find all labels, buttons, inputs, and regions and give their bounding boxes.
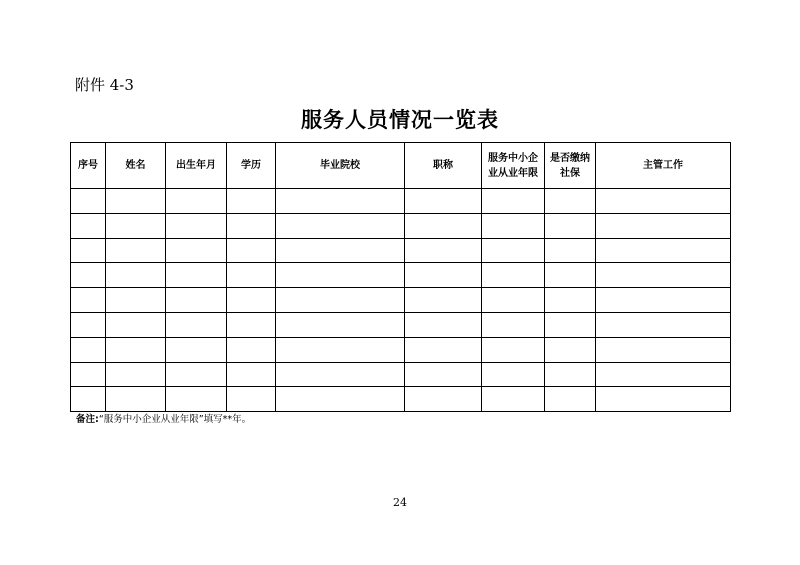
table-cell[interactable] bbox=[106, 189, 166, 214]
table-cell[interactable] bbox=[106, 387, 166, 412]
table-cell[interactable] bbox=[166, 337, 227, 362]
table-cell[interactable] bbox=[545, 312, 596, 337]
table-cell[interactable] bbox=[596, 238, 731, 263]
table-cell[interactable] bbox=[596, 263, 731, 288]
column-header-title: 职称 bbox=[405, 143, 482, 189]
table-cell[interactable] bbox=[596, 312, 731, 337]
attachment-label: 附件 4-3 bbox=[75, 76, 134, 94]
table-cell[interactable] bbox=[71, 213, 106, 238]
table-body bbox=[71, 189, 731, 412]
table-header-row bbox=[71, 143, 731, 189]
table-cell[interactable] bbox=[482, 387, 545, 412]
table-row bbox=[71, 213, 731, 238]
table-cell[interactable] bbox=[276, 189, 405, 214]
table-cell[interactable] bbox=[482, 263, 545, 288]
table-cell[interactable] bbox=[545, 387, 596, 412]
table-row bbox=[71, 387, 731, 412]
table-cell[interactable] bbox=[166, 312, 227, 337]
column-header-serial: 序号 bbox=[71, 143, 106, 189]
table-cell[interactable] bbox=[106, 288, 166, 313]
note bbox=[76, 413, 251, 426]
table-cell[interactable] bbox=[596, 337, 731, 362]
table-cell[interactable] bbox=[227, 288, 276, 313]
table-cell[interactable] bbox=[405, 387, 482, 412]
table-row bbox=[71, 337, 731, 362]
table-cell[interactable] bbox=[227, 387, 276, 412]
table-cell[interactable] bbox=[71, 312, 106, 337]
table-row bbox=[71, 312, 731, 337]
table-cell[interactable] bbox=[405, 213, 482, 238]
table-cell[interactable] bbox=[276, 263, 405, 288]
table-cell[interactable] bbox=[227, 189, 276, 214]
column-header-social-insurance-line1: 是否缴纳 bbox=[550, 152, 590, 164]
table-cell[interactable] bbox=[166, 213, 227, 238]
table-cell[interactable] bbox=[166, 362, 227, 387]
column-header-social-insurance-line2: 社保 bbox=[560, 167, 580, 179]
table-cell[interactable] bbox=[545, 362, 596, 387]
table-cell[interactable] bbox=[71, 362, 106, 387]
table-cell[interactable] bbox=[166, 263, 227, 288]
column-header-birth-date: 出生年月 bbox=[166, 143, 227, 189]
table-row bbox=[71, 189, 731, 214]
staff-table bbox=[70, 142, 731, 412]
table-cell[interactable] bbox=[106, 337, 166, 362]
table-cell[interactable] bbox=[106, 238, 166, 263]
table-cell[interactable] bbox=[405, 238, 482, 263]
table-cell[interactable] bbox=[545, 189, 596, 214]
table-cell[interactable] bbox=[276, 213, 405, 238]
table-cell[interactable] bbox=[166, 288, 227, 313]
table-cell[interactable] bbox=[227, 213, 276, 238]
table-cell[interactable] bbox=[166, 189, 227, 214]
table-cell[interactable] bbox=[71, 337, 106, 362]
table-cell[interactable] bbox=[405, 189, 482, 214]
table-cell[interactable] bbox=[71, 387, 106, 412]
table-cell[interactable] bbox=[482, 337, 545, 362]
table-cell[interactable] bbox=[166, 387, 227, 412]
column-header-education: 学历 bbox=[227, 143, 276, 189]
table-cell[interactable] bbox=[482, 362, 545, 387]
table-row bbox=[71, 362, 731, 387]
table-cell[interactable] bbox=[405, 362, 482, 387]
table-cell[interactable] bbox=[166, 238, 227, 263]
table-cell[interactable] bbox=[545, 337, 596, 362]
table-row bbox=[71, 263, 731, 288]
table-cell[interactable] bbox=[482, 189, 545, 214]
table-cell[interactable] bbox=[276, 387, 405, 412]
table-cell[interactable] bbox=[482, 213, 545, 238]
table-cell[interactable] bbox=[276, 238, 405, 263]
table-cell[interactable] bbox=[276, 337, 405, 362]
table-cell[interactable] bbox=[405, 288, 482, 313]
table-row bbox=[71, 238, 731, 263]
column-header-school: 毕业院校 bbox=[276, 143, 405, 189]
table-cell[interactable] bbox=[482, 288, 545, 313]
table-cell[interactable] bbox=[276, 312, 405, 337]
table-cell[interactable] bbox=[106, 263, 166, 288]
table-cell[interactable] bbox=[71, 238, 106, 263]
table-cell[interactable] bbox=[71, 189, 106, 214]
table-cell[interactable] bbox=[71, 263, 106, 288]
table-cell[interactable] bbox=[596, 362, 731, 387]
column-header-responsibility: 主管工作 bbox=[596, 143, 731, 189]
table-cell[interactable] bbox=[227, 362, 276, 387]
table-cell[interactable] bbox=[227, 263, 276, 288]
note-label: 备注: bbox=[76, 414, 99, 425]
table-cell[interactable] bbox=[227, 337, 276, 362]
page-number: 24 bbox=[393, 496, 407, 509]
table-cell[interactable] bbox=[276, 362, 405, 387]
table-row bbox=[71, 288, 731, 313]
table-cell[interactable] bbox=[545, 213, 596, 238]
table-cell[interactable] bbox=[227, 312, 276, 337]
table-cell[interactable] bbox=[545, 263, 596, 288]
page-title: 服务人员情况一览表 bbox=[301, 107, 499, 132]
column-header-name: 姓名 bbox=[106, 143, 166, 189]
table-cell[interactable] bbox=[482, 312, 545, 337]
column-header-service-years-line2: 业从业年限 bbox=[488, 167, 538, 179]
table-cell[interactable] bbox=[482, 238, 545, 263]
column-header-service-years-line1: 服务中小企 bbox=[488, 152, 538, 164]
table-cell[interactable] bbox=[596, 189, 731, 214]
table-cell[interactable] bbox=[405, 312, 482, 337]
column-header-social-insurance bbox=[545, 143, 596, 189]
table-cell[interactable] bbox=[106, 312, 166, 337]
table-cell[interactable] bbox=[596, 288, 731, 313]
table-cell[interactable] bbox=[596, 213, 731, 238]
column-header-service-years bbox=[482, 143, 545, 189]
table-cell[interactable] bbox=[545, 288, 596, 313]
table-cell[interactable] bbox=[106, 362, 166, 387]
table-cell[interactable] bbox=[106, 213, 166, 238]
table-cell[interactable] bbox=[71, 288, 106, 313]
table-cell[interactable] bbox=[227, 238, 276, 263]
table-cell[interactable] bbox=[596, 387, 731, 412]
table-cell[interactable] bbox=[276, 288, 405, 313]
table-cell[interactable] bbox=[545, 238, 596, 263]
table-cell[interactable] bbox=[405, 263, 482, 288]
note-text: “服务中小企业从业年限”填写**年。 bbox=[98, 414, 252, 425]
table-cell[interactable] bbox=[405, 337, 482, 362]
